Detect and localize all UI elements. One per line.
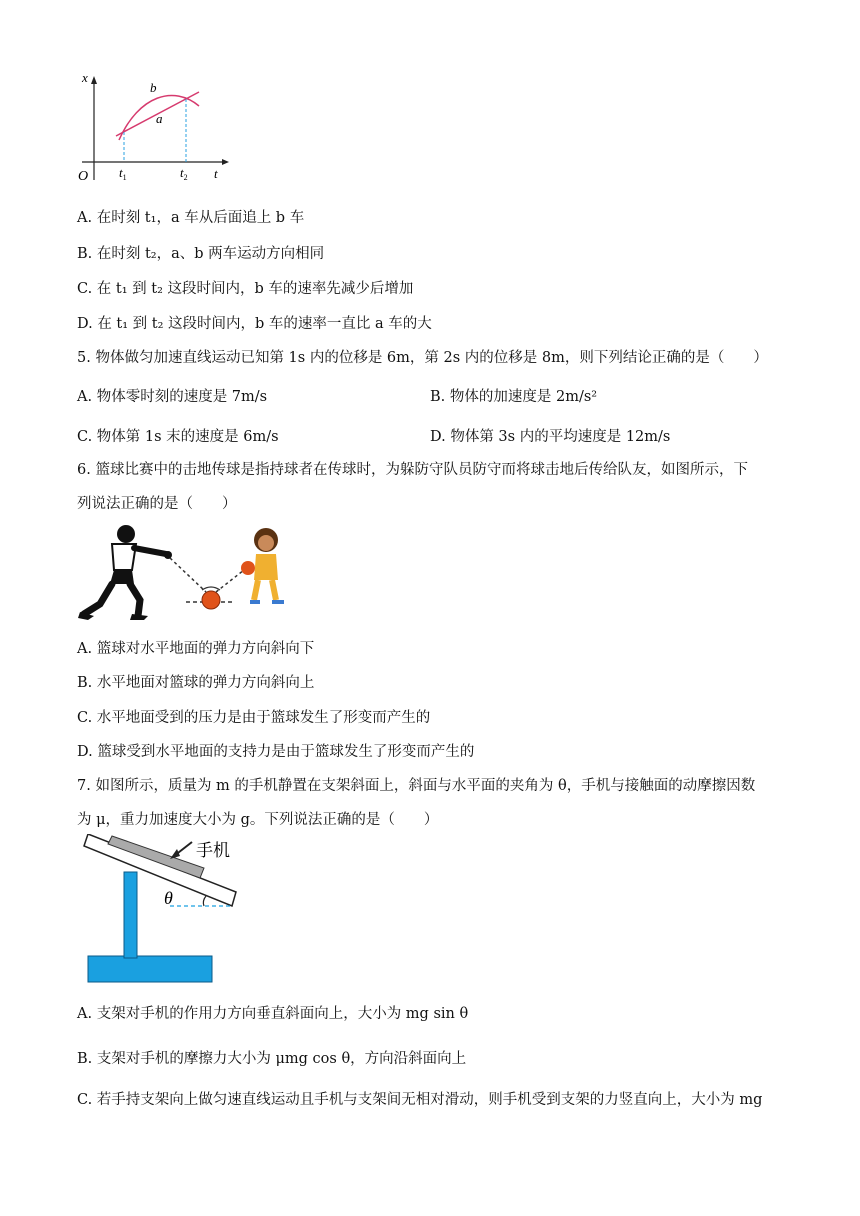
q7-option-a: A. 支架对手机的作用力方向垂直斜面向上，大小为 mg sin θ [77, 1006, 469, 1022]
q6-option-d: D. 篮球受到水平地面的支持力是由于篮球发生了形变而产生的 [77, 744, 475, 760]
q5-option-b: B. 物体的加速度是 2m/s² [430, 389, 598, 405]
q4-option-a: A. 在时刻 t₁，a 车从后面追上 b 车 [77, 210, 305, 226]
phone-label: 手机 [196, 841, 230, 861]
q6-stem-line1: 6. 篮球比赛中的击地传球是指持球者在传球时，为躲防守队员防守而将球击地后传给队友，如图所示，下 [77, 462, 748, 478]
q6-option-a: A. 篮球对水平地面的弹力方向斜向下 [77, 641, 315, 657]
q6-stem-line2: 列说法正确的是（ ） [77, 496, 237, 512]
t-axis-label: t [214, 166, 218, 181]
stand-base [88, 956, 212, 982]
q7-stem-line2: 为 μ，重力加速度大小为 g。下列说法正确的是（ ） [77, 812, 439, 828]
x-axis-label: x [82, 70, 88, 85]
stand-post [124, 872, 137, 958]
phone-pointer-head [170, 849, 180, 859]
q7-option-b: B. 支架对手机的摩擦力大小为 μmg cos θ，方向沿斜面向上 [77, 1051, 467, 1067]
theta-label: θ [164, 888, 173, 908]
origin-label: O [78, 169, 89, 184]
t2-label: $t_2$ [180, 165, 188, 182]
q7-option-c: C. 若手持支架向上做匀速直线运动且手机与支架间无相对滑动，则手机受到支架的力竖直向上，大小为 mg [77, 1092, 763, 1108]
pass-path-up [216, 570, 244, 592]
t1-label: $t_1$ [119, 165, 127, 182]
x-axis-arrow [91, 76, 97, 84]
q5-option-a: A. 物体零时刻的速度是 7m/s [77, 389, 268, 405]
angle-arc [202, 587, 220, 590]
theta-arc [203, 896, 206, 906]
line-a-label: a [156, 111, 163, 126]
basketball [202, 591, 220, 609]
q6-option-b: B. 水平地面对篮球的弹力方向斜向上 [77, 675, 315, 691]
pass-path-down [170, 558, 206, 592]
q5-option-d: D. 物体第 3s 内的平均速度是 12m/s [430, 429, 671, 445]
q7-stem-line1: 7. 如图所示，质量为 m 的手机静置在支架斜面上，斜面与水平面的夹角为 θ，手机与接触面的动摩擦因数 [77, 778, 756, 794]
q4-option-b: B. 在时刻 t₂，a、b 两车运动方向相同 [77, 246, 325, 262]
curve-b-label: b [150, 80, 157, 95]
passer-illustration [78, 525, 172, 620]
phone-stand-figure [78, 834, 258, 986]
basketball-pass-figure [74, 518, 294, 628]
receiver-illustration [241, 528, 284, 602]
q5-option-c: C. 物体第 1s 末的速度是 6m/s [77, 429, 279, 445]
q6-option-c: C. 水平地面受到的压力是由于篮球发生了形变而产生的 [77, 710, 431, 726]
t-axis-arrow [222, 159, 229, 165]
q5-stem: 5. 物体做匀加速直线运动已知第 1s 内的位移是 6m，第 2s 内的位移是 8m，则下列结论正确的是（ ） [77, 350, 768, 366]
x-t-graph [74, 70, 234, 190]
q4-option-d: D. 在 t₁ 到 t₂ 这段时间内，b 车的速率一直比 a 车的大 [77, 316, 432, 332]
q4-option-c: C. 在 t₁ 到 t₂ 这段时间内，b 车的速率先减少后增加 [77, 281, 414, 297]
